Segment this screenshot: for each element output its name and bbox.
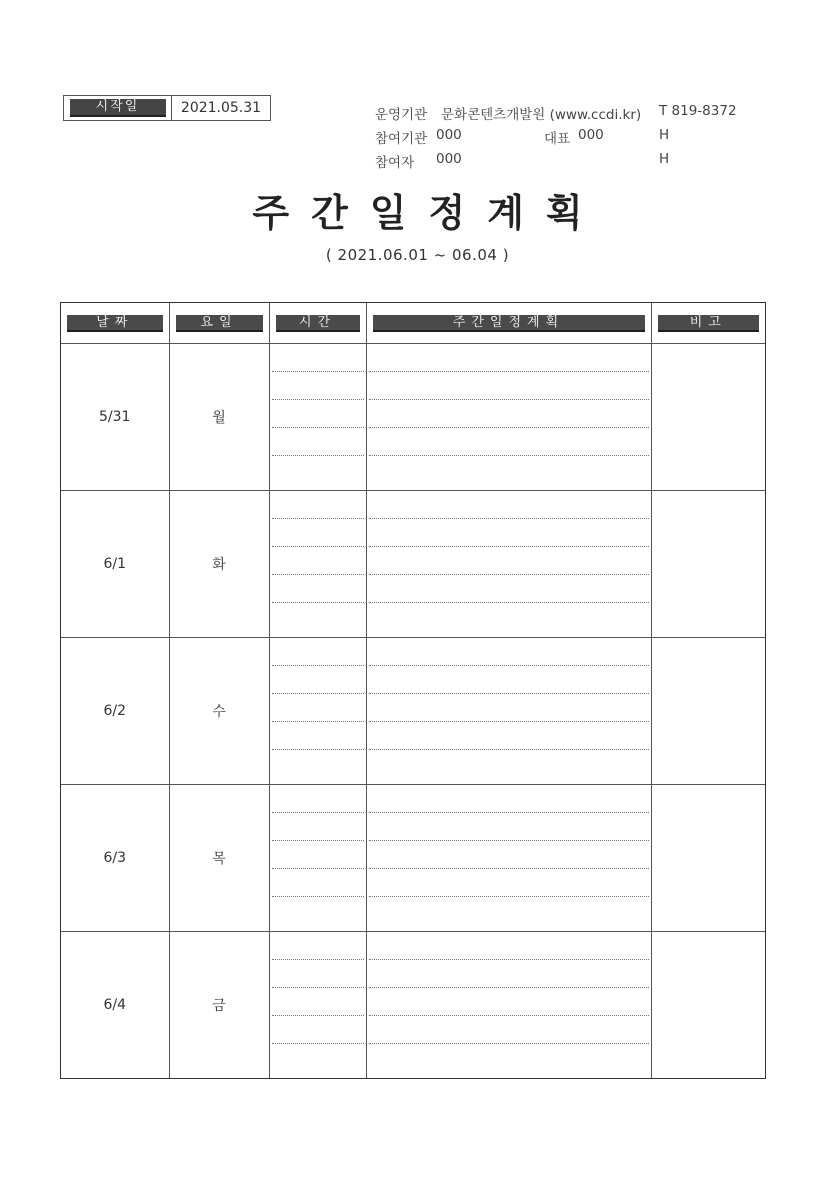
header-note-label: 비고 — [658, 315, 760, 332]
plan-entries[interactable] — [366, 491, 651, 638]
time-entries[interactable] — [269, 932, 366, 1079]
participant-value: 000 — [436, 151, 462, 167]
start-date-value: 2021.05.31 — [180, 100, 262, 116]
note-cell[interactable] — [651, 344, 765, 491]
note-cell[interactable] — [651, 638, 765, 785]
header-plan — [366, 303, 651, 344]
participant-org-value: 000 — [436, 127, 462, 143]
table-row — [61, 785, 765, 932]
weekly-schedule-table — [60, 302, 766, 1079]
time-entries[interactable] — [269, 344, 366, 491]
time-entries[interactable] — [269, 638, 366, 785]
note-cell[interactable] — [651, 932, 765, 1079]
date-cell: 6/2 — [61, 638, 169, 785]
rep-phone: H — [659, 127, 670, 143]
time-entries[interactable] — [269, 491, 366, 638]
header-date-label: 날짜 — [67, 315, 163, 332]
date-cell: 6/1 — [61, 491, 169, 638]
weekday-cell: 월 — [169, 344, 269, 491]
operator-phone: T 819-8372 — [659, 103, 737, 119]
start-date-label: 시작일 — [70, 99, 166, 117]
participant-org-label: 참여기관 — [375, 131, 428, 147]
header-date — [61, 303, 169, 344]
header-plan-label: 주간일정계획 — [373, 315, 645, 332]
note-cell[interactable] — [651, 491, 765, 638]
participant-label: 참여자 — [375, 155, 415, 171]
header-time-label: 시간 — [276, 315, 360, 332]
start-date-label-cell — [64, 96, 172, 120]
rep-label: 대표 — [544, 131, 571, 147]
plan-entries[interactable] — [366, 344, 651, 491]
time-entries[interactable] — [269, 785, 366, 932]
weekday-cell: 목 — [169, 785, 269, 932]
header-time — [269, 303, 366, 344]
plan-entries[interactable] — [366, 638, 651, 785]
operator-name: 문화콘텐츠개발원 (www.ccdi.kr) — [441, 107, 642, 123]
table-row — [61, 638, 765, 785]
header-weekday-label: 요일 — [176, 315, 263, 332]
table-header-row — [61, 303, 765, 344]
start-date-box — [63, 95, 271, 121]
date-cell: 6/4 — [61, 932, 169, 1079]
weekday-cell: 금 — [169, 932, 269, 1079]
note-cell[interactable] — [651, 785, 765, 932]
page-title: 주간일정계획 — [252, 191, 605, 235]
table-row — [61, 344, 765, 491]
table-row — [61, 491, 765, 638]
rep-value: 000 — [578, 127, 604, 143]
weekday-cell: 화 — [169, 491, 269, 638]
header-note — [651, 303, 765, 344]
plan-entries[interactable] — [366, 785, 651, 932]
header-weekday — [169, 303, 269, 344]
schedule-period: ( 2021.06.01 ~ 06.04 ) — [325, 246, 510, 264]
date-cell: 6/3 — [61, 785, 169, 932]
table-row — [61, 932, 765, 1079]
operator-label: 운영기관 — [375, 107, 428, 123]
plan-entries[interactable] — [366, 932, 651, 1079]
weekday-cell: 수 — [169, 638, 269, 785]
participant-phone: H — [659, 151, 670, 167]
date-cell: 5/31 — [61, 344, 169, 491]
